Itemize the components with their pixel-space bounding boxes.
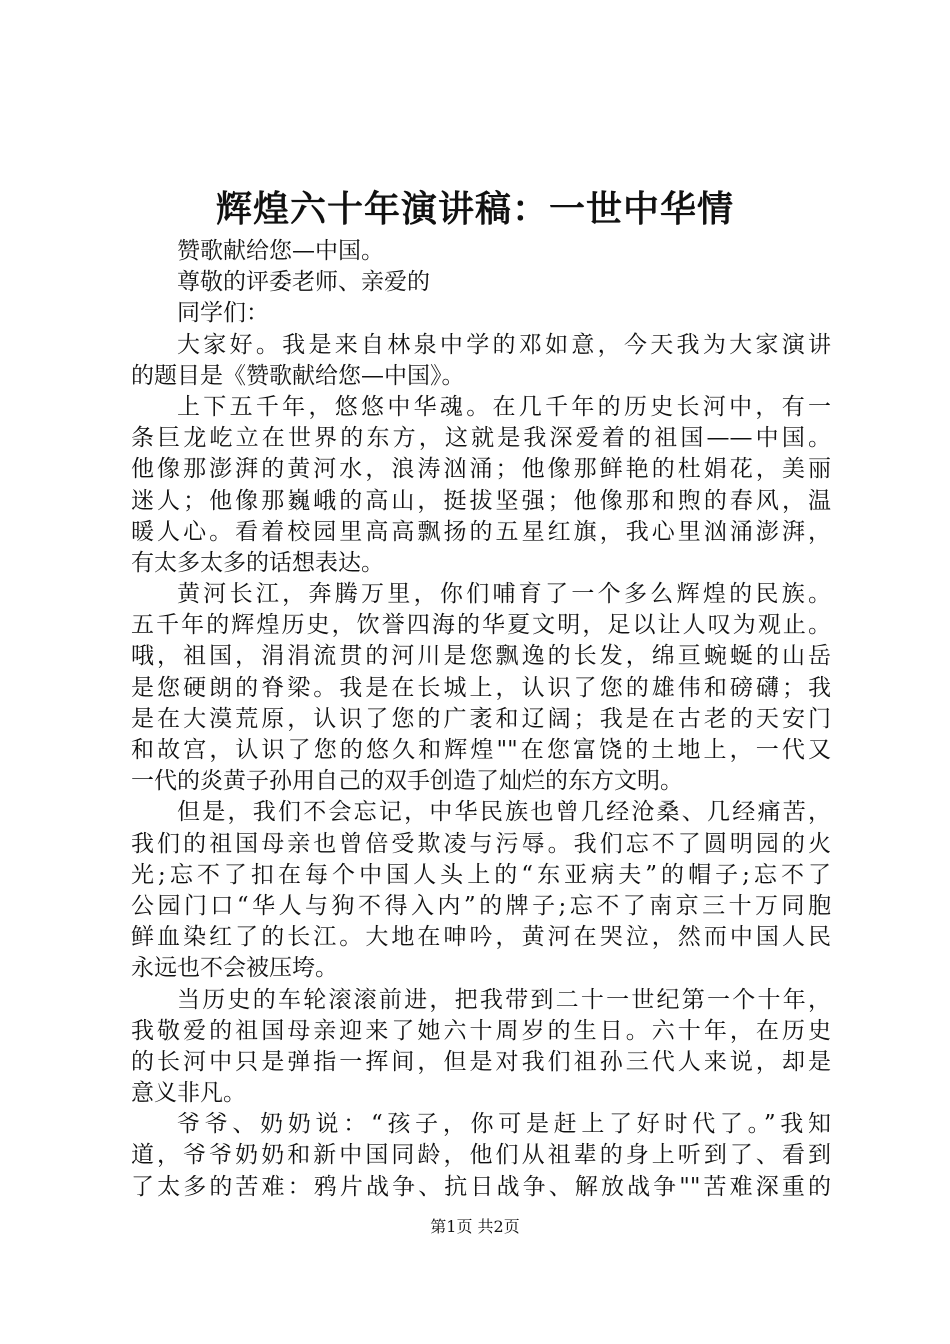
body-line: 迷人；他像那巍峨的高山，挺拔坚强；他像那和煦的春风，温	[131, 487, 831, 514]
body-line: 有太多太多的话想表达。	[131, 549, 384, 576]
body-line: 但是，我们不会忘记，中华民族也曾几经沧桑、几经痛苦，	[177, 799, 831, 826]
body-line: 同学们：	[177, 300, 269, 327]
body-line: 光;忘不了扣在每个中国人头上的“东亚病夫”的帽子;忘不了	[131, 861, 831, 888]
body-line: 五千年的辉煌历史，饮誉四海的华夏文明，足以让人叹为观止。	[131, 612, 831, 639]
body-line: 我们的祖国母亲也曾倍受欺凌与污辱。我们忘不了圆明园的火	[131, 830, 831, 857]
body-line: 一代的炎黄子孙用自己的双手创造了灿烂的东方文明。	[131, 768, 683, 795]
body-line: 当历史的车轮滚滚前进，把我带到二十一世纪第一个十年，	[177, 986, 831, 1013]
body-line: 大家好。我是来自林泉中学的邓如意，今天我为大家演讲	[177, 331, 831, 358]
body-line: 道，爷爷奶奶和新中国同龄，他们从祖辈的身上听到了、看到	[131, 1142, 831, 1169]
body-line: 暖人心。看着校园里高高飘扬的五星红旗，我心里汹涌澎湃，	[131, 518, 831, 545]
body-line: 尊敬的评委老师、亲爱的	[177, 269, 430, 296]
body-line: 鲜血染红了的长江。大地在呻吟，黄河在哭泣，然而中国人民	[131, 924, 831, 951]
document-body	[131, 236, 831, 1203]
page-footer: 第1页 共2页	[430, 1217, 520, 1236]
body-line: 爷爷、奶奶说：“孩子，你可是赶上了好时代了。”我知	[177, 1111, 831, 1138]
body-line: 是在大漠荒原，认识了您的广袤和辽阔；我是在古老的天安门	[131, 705, 831, 732]
body-line: 公园门口“华人与狗不得入内”的牌子;忘不了南京三十万同胞	[131, 892, 831, 919]
body-line: 是您硬朗的脊梁。我是在长城上，认识了您的雄伟和磅礴；我	[131, 674, 831, 701]
body-line: 黄河长江，奔腾万里，你们哺育了一个多么辉煌的民族。	[177, 581, 831, 608]
body-line: 的题目是《赞歌献给您—中国》。	[131, 362, 465, 389]
body-line: 意义非凡。	[131, 1080, 246, 1107]
body-line: 永远也不会被压垮。	[131, 955, 338, 982]
body-line: 的长河中只是弹指一挥间，但是对我们祖孙三代人来说，却是	[131, 1048, 831, 1075]
body-line: 条巨龙屹立在世界的东方，这就是我深爱着的祖国——中国。	[131, 425, 831, 452]
body-line: 哦，祖国，涓涓流贯的河川是您飘逸的长发，绵亘蜿蜒的山岳	[131, 643, 831, 670]
body-line: 我敬爱的祖国母亲迎来了她六十周岁的生日。六十年，在历史	[131, 1017, 831, 1044]
document-title: 辉煌六十年演讲稿：一世中华情	[215, 188, 734, 230]
body-line: 了太多的苦难：鸦片战争、抗日战争、解放战争""苦难深重的	[131, 1173, 831, 1200]
body-line: 和故宫，认识了您的悠久和辉煌""在您富饶的土地上，一代又	[131, 737, 831, 763]
body-line: 他像那澎湃的黄河水，浪涛汹涌；他像那鲜艳的杜娟花，美丽	[131, 456, 831, 483]
body-line: 上下五千年，悠悠中华魂。在几千年的历史长河中，有一	[177, 393, 831, 420]
body-line: 赞歌献给您—中国。	[177, 238, 384, 264]
